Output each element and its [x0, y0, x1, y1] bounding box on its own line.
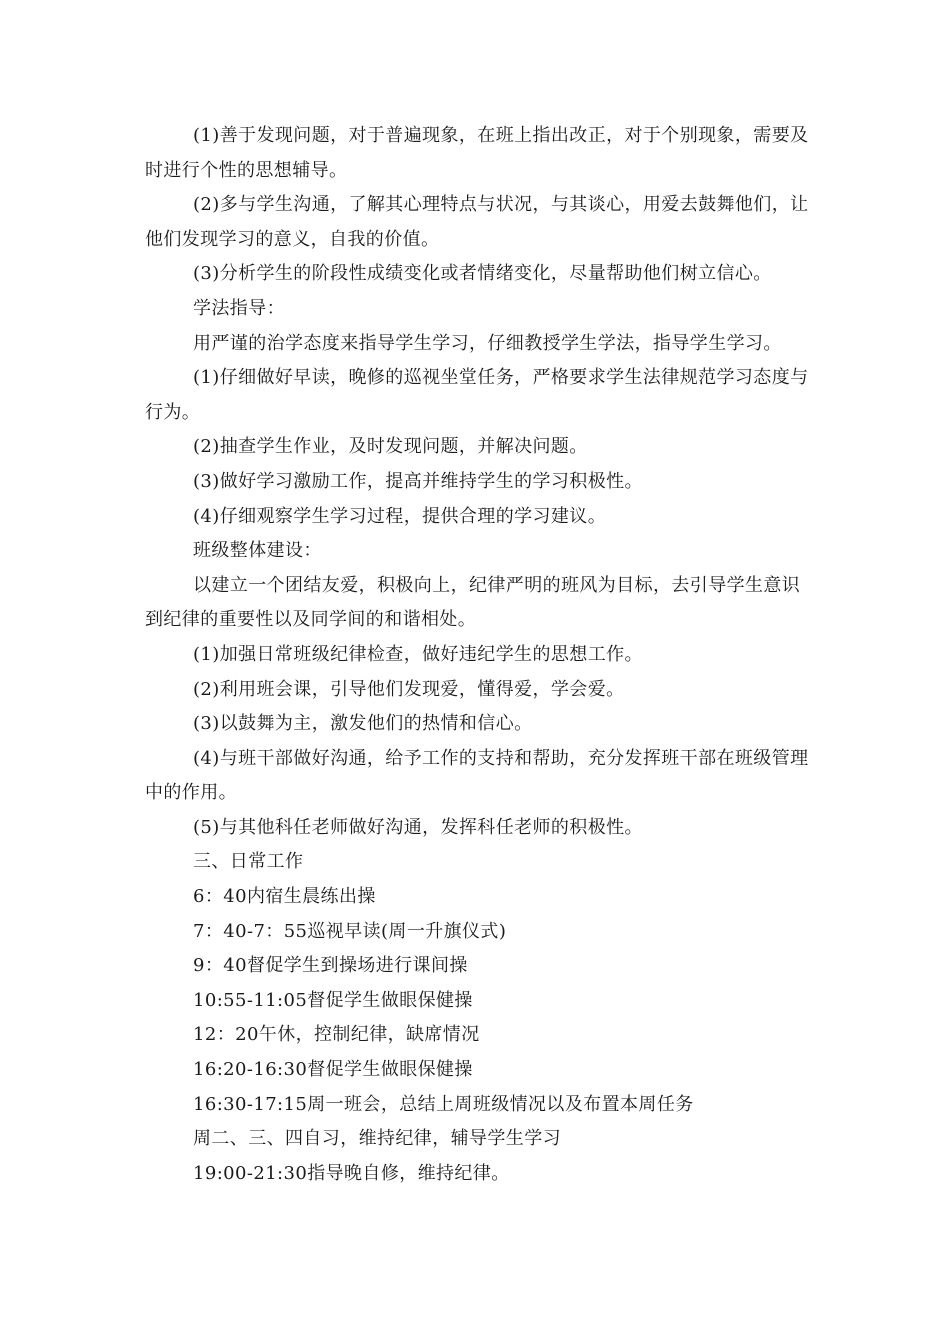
schedule-item: 周二、三、四自习，维持纪律，辅导学生学习 — [193, 1128, 561, 1150]
paragraph-14: (3)以鼓舞为主，激发他们的热情和信心。 — [193, 713, 533, 735]
schedule-item: 12：20午休，控制纪律，缺席情况 — [193, 1024, 480, 1046]
schedule-item: 9：40督促学生到操场进行课间操 — [193, 955, 468, 977]
paragraph-6: (1)仔细做好早读，晚修的巡视坐堂任务，严格要求学生法律规范学习态度与行为。 — [145, 367, 809, 423]
schedule-item: 16:30-17:15周一班会，总结上周班级情况以及布置本周任务 — [193, 1093, 694, 1115]
section-heading-daily-work: 三、日常工作 — [193, 851, 304, 873]
schedule-item: 7：40-7：55巡视早读(周一升旗仪式) — [193, 920, 507, 942]
document-body — [145, 119, 810, 1191]
paragraph-13: (2)利用班会课，引导他们发现爱，懂得爱，学会爱。 — [193, 678, 625, 700]
section-heading-class-building: 班级整体建设： — [193, 540, 322, 562]
paragraph-16: (5)与其他科任老师做好沟通，发挥科任老师的积极性。 — [193, 816, 643, 838]
paragraph-11: 以建立一个团结友爱，积极向上，纪律严明的班风为目标，去引导学生意识到纪律的重要性以及同学间的和谐相处。 — [145, 574, 801, 631]
schedule-item: 19:00-21:30指导晚自修，维持纪律。 — [193, 1162, 510, 1184]
section-heading-study-guidance: 学法指导： — [193, 297, 285, 319]
paragraph-1: (1)善于发现问题，对于普遍现象，在班上指出改正，对于个别现象，需要及时进行个性的思想辅导。 — [145, 125, 809, 181]
paragraph-12: (1)加强日常班级纪律检查，做好违纪学生的思想工作。 — [193, 643, 643, 665]
paragraph-3: (3)分析学生的阶段性成绩变化或者情绪变化，尽量帮助他们树立信心。 — [193, 263, 772, 285]
paragraph-9: (4)仔细观察学生学习过程，提供合理的学习建议。 — [193, 505, 607, 527]
paragraph-5: 用严谨的治学态度来指导学生学习，仔细教授学生学法，指导学生学习。 — [193, 332, 782, 354]
paragraph-7: (2)抽查学生作业，及时发现问题，并解决问题。 — [193, 436, 588, 458]
paragraph-8: (3)做好学习激励工作，提高并维持学生的学习积极性。 — [193, 470, 643, 492]
schedule-item: 10:55-11:05督促学生做眼保健操 — [193, 989, 473, 1011]
schedule-item: 16:20-16:30督促学生做眼保健操 — [193, 1059, 473, 1081]
paragraph-15: (4)与班干部做好沟通，给予工作的支持和帮助，充分发挥班干部在班级管理中的作用。 — [145, 747, 809, 804]
paragraph-2: (2)多与学生沟通，了解其心理特点与状况，与其谈心，用爱去鼓舞他们，让他们发现学习的意义，自我的价值。 — [145, 194, 809, 250]
schedule-item: 6：40内宿生晨练出操 — [193, 886, 376, 908]
